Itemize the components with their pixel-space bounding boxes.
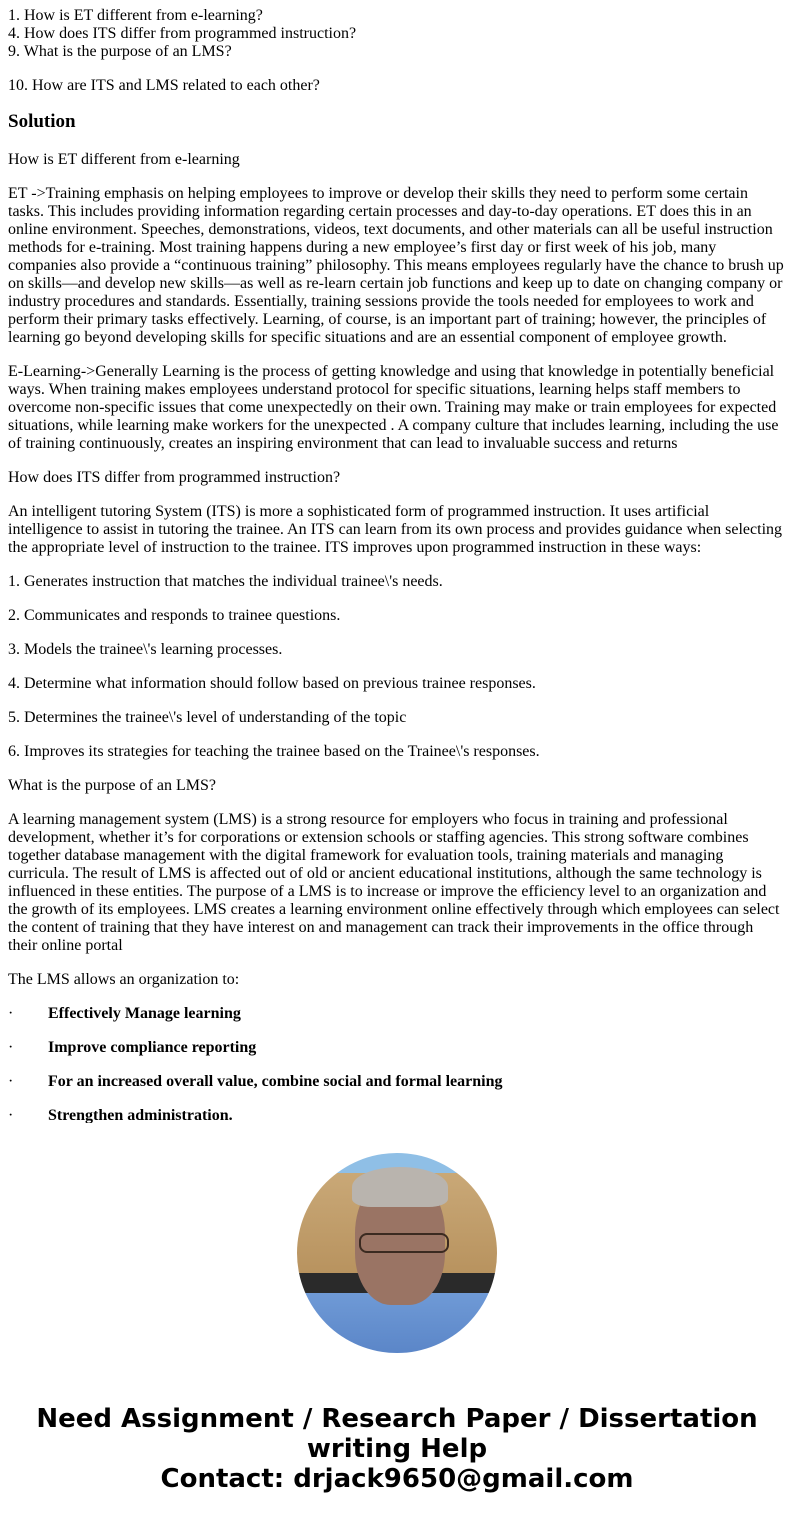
footer-contact: Contact: drjack9650@gmail.com <box>160 1464 634 1494</box>
bullet-item <box>8 1107 786 1123</box>
paragraph: 6. Improves its strategies for teaching the trainee based on the Trainee\'s responses. <box>8 743 540 760</box>
author-photo <box>297 1153 497 1353</box>
paragraph: What is the purpose of an LMS? <box>8 777 216 794</box>
bullet-icon: · <box>8 1039 14 1056</box>
bullet-list <box>8 1005 786 1123</box>
paragraph: ET ->Training emphasis on helping employees to improve or develop their skills they need to perform some certain tasks. This includes providing information regarding certain processes and day-to-day operations. ET does this in an online environment. Speeches, demonstrations, videos, text documents, and other materials can all be useful instruction methods for e-training. Most training happens during a new employee’s first day or first week of his job, many companies also provide a “continuous training” philosophy. This means employees regularly have the chance to brush up on skills—and develop new skills—as well as re-learn certain job functions and keep up to date on changing company or industry procedures and standards. Essentially, training sessions provide the tools needed for employees to work and perform their primary tasks effectively. Learning, of course, is an important part of training; however, the principles of learning go beyond developing skills for specific situations and are an essential component of employee growth. <box>8 185 784 346</box>
question: 10. How are ITS and LMS related to each other? <box>8 77 320 94</box>
bullet-item <box>8 1039 786 1057</box>
solution-body <box>8 151 786 989</box>
paragraph: E-Learning->Generally Learning is the process of getting knowledge and using that knowledge in potentially beneficial ways. When training makes employees understand protocol for specific situations, learning helps staff members to overcome non-specific issues that come unexpectedly on their own. Training may make or train employees for expected situations, while learning make workers for the unexpected . A company culture that includes learning, including the use of training continuously, creates an inspiring environment that can lead to invaluable success and returns <box>8 363 779 452</box>
question-list <box>8 7 786 61</box>
hair <box>352 1167 448 1207</box>
paragraph: A learning management system (LMS) is a strong resource for employers who focus in training and professional development, whether it’s for corporations or extension schools or staffing agencies. This strong software combines together database management with the digital framework for evaluation tools, training materials and managing curricula. The result of LMS is affected out of old or ancient educational institutions, although the same technology is influenced in these entities. The purpose of a LMS is to increase or improve the efficiency level to an organization and the growth of its employees. LMS creates a learning environment online effectively through which employees can select the content of training that they have interest on and management can track their improvements in the office through their online portal <box>8 811 780 954</box>
bullet-text: For an increased overall value, combine social and formal learning <box>48 1073 503 1090</box>
bullet-text: Improve compliance reporting <box>48 1039 257 1056</box>
paragraph: 1. Generates instruction that matches the individual trainee\'s needs. <box>8 573 443 590</box>
solution-heading: Solution <box>8 111 76 132</box>
bullet-icon: · <box>8 1005 14 1022</box>
paragraph: How is ET different from e-learning <box>8 151 240 168</box>
paragraph: 3. Models the trainee\'s learning processes. <box>8 641 283 658</box>
question: 9. What is the purpose of an LMS? <box>8 43 232 60</box>
paragraph: 2. Communicates and responds to trainee questions. <box>8 607 341 624</box>
bullet-item <box>8 1073 786 1091</box>
bullet-icon: · <box>8 1073 14 1090</box>
paragraph: The LMS allows an organization to: <box>8 971 240 988</box>
document-content <box>8 7 786 1123</box>
paragraph: An intelligent tutoring System (ITS) is more a sophisticated form of programmed instruction. It uses artificial intelligence to assist in tutoring the trainee. An ITS can learn from its own process and provides guidance when selecting the appropriate level of instruction to the trainee. ITS improves upon programmed instruction in these ways: <box>8 503 783 556</box>
footer-line-1: Need Assignment / Research Paper / Dissertation writing Help <box>36 1404 758 1464</box>
bullet-icon: · <box>8 1107 14 1123</box>
bullet-item <box>8 1005 786 1023</box>
glasses <box>359 1233 449 1253</box>
paragraph: How does ITS differ from programmed instruction? <box>8 469 341 486</box>
question: 4. How does ITS differ from programmed instruction? <box>8 25 357 42</box>
bullet-text: Strengthen administration. <box>48 1107 233 1123</box>
footer-ad <box>0 1404 794 1494</box>
bullet-text: Effectively Manage learning <box>48 1005 241 1022</box>
paragraph: 4. Determine what information should follow based on previous trainee responses. <box>8 675 536 692</box>
paragraph: 5. Determines the trainee\'s level of understanding of the topic <box>8 709 407 726</box>
question: 1. How is ET different from e-learning? <box>8 7 263 24</box>
